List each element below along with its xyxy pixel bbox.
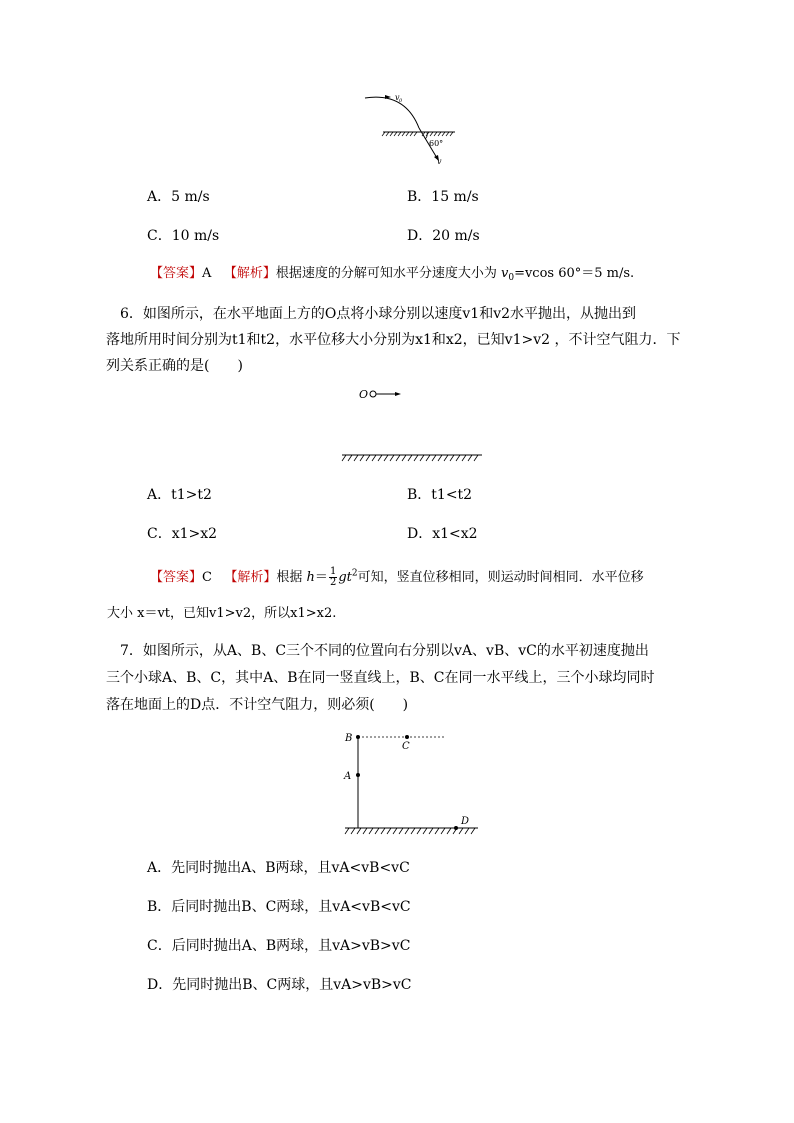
q6-option-d: D．x1<x2 (407, 526, 478, 542)
q5-v0-label: v (395, 93, 400, 102)
q5-option-c: C．10 m/s (147, 228, 220, 244)
q7-line1 (120, 640, 649, 660)
q6-o-label: O (359, 388, 369, 401)
q6-answer-tag: 【答案】 (150, 570, 203, 585)
q6-answer-line1: 【答案】C 【解析】根据 h＝ $\frac{1}{2}$ $gt^2$可知，竖直位移相同，则运动时间相同．水平位移 (150, 566, 644, 588)
q7-ball-a (356, 773, 360, 777)
q7-number: 7． (120, 643, 143, 659)
q5-option-a: A．5 m/s (147, 189, 210, 205)
q7-ball-c (405, 735, 409, 739)
q5-option-b: B．15 m/s (407, 189, 479, 205)
q7-line3: 落在地面上的D点．不计空气阻力，则必须( ) (106, 697, 409, 713)
q7-figure (340, 728, 485, 840)
q6-analysis-b: 可知，竖直位移相同，则运动时间相同．水平位移 (357, 570, 644, 585)
q6-line1-text: 如图所示，在水平地面上方的O点将小球分别以速度v1和v2水平抛出，从抛出到 (142, 306, 637, 322)
q5-v-label: v (437, 157, 442, 166)
q5-trajectory (365, 97, 419, 128)
q7-label-a: A (344, 771, 352, 782)
q5-analysis-tag: 【解析】 (223, 266, 276, 281)
q7-option-a: A．先同时抛出A、B两球，且vA<vB<vC (147, 860, 410, 876)
q6-option-c: C．x1>x2 (147, 526, 218, 542)
q6-answer-line2: 大小 x＝vt，已知v1>v2，所以x1>x2. (107, 606, 337, 621)
q5-analysis-text: 根据速度的分解可知水平分速度大小为 (275, 266, 501, 281)
q7-option-b: B．后同时抛出B、C两球，且vA<vB<vC (147, 899, 411, 915)
q7-label-b: B (345, 733, 353, 744)
q6-line1 (120, 303, 636, 323)
q7-label-d: D (461, 816, 470, 827)
q5-answer-line: 【答案】A 【解析】根据速度的分解可知水平分速度大小为 $v_0=vcos$ 60°＝5 m/s. (150, 266, 635, 283)
q5-answer: A (202, 266, 212, 281)
q5-option-d: D．20 m/s (407, 228, 480, 244)
q7-line1-text: 如图所示，从A、B、C三个不同的位置向右分别以vA、vB、vC的水平初速度抛出 (142, 643, 649, 659)
q7-option-d: D．先同时抛出B、C两球，且vA>vB>vC (147, 977, 412, 993)
q6-analysis-a: 根据 (276, 570, 303, 585)
q7-label-c: C (402, 741, 410, 752)
q6-number: 6． (120, 306, 143, 322)
q6-ball (370, 391, 376, 397)
q6-fraction: $\frac{1}{2}$ (329, 566, 337, 588)
q6-option-a: A．t1>t2 (147, 487, 212, 503)
q7-option-c: C．后同时抛出A、B两球，且vA>vB>vC (147, 938, 411, 954)
q5-angle-label: 60° (429, 139, 444, 148)
q6-line2: 落地所用时间分别为t1和t2，水平位移大小分别为x1和x2，已知v1>v2 ，不计空气阻力．下 (106, 332, 681, 348)
q6-answer: C (202, 570, 212, 585)
q5-figure (355, 88, 465, 168)
q6-analysis-tag: 【解析】 (224, 570, 277, 585)
q5-analysis-formula: =vcos 60°＝5 m/s. (514, 266, 635, 281)
q6-option-b: B．t1<t2 (407, 487, 473, 503)
q6-arrowhead (395, 392, 401, 396)
q7-line2: 三个小球A、B、C，其中A、B在同一竖直线上，B、C在同一水平线上，三个小球均同时 (106, 670, 655, 686)
q6-figure (340, 380, 490, 466)
q5-v0-sub: 0 (399, 98, 403, 104)
q5-answer-tag: 【答案】 (150, 266, 203, 281)
q7-ball-b (356, 735, 360, 739)
q6-line3: 列关系正确的是( ) (106, 358, 243, 374)
